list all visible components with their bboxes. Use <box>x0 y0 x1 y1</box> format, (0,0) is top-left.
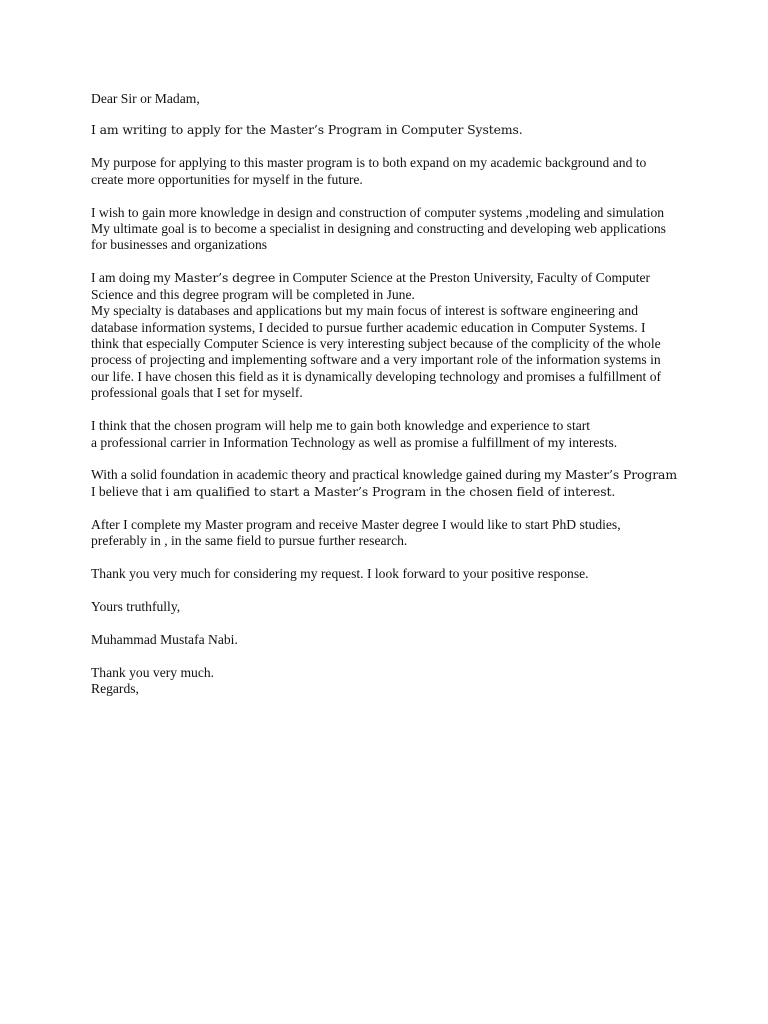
closing <box>91 599 691 615</box>
degree-paragraph <box>91 270 691 401</box>
future-line: After I complete my Master program and receive Master degree I would like to start PhD studies, <box>91 516 621 532</box>
foundation-line-start: With a solid foundation in academic theory and practical knowledge gained during my <box>91 467 565 483</box>
thanks-text: Thank you very much for considering my request. I look forward to your positive response. <box>91 566 589 582</box>
signature-text: Muhammad Mustafa Nabi. <box>91 631 238 647</box>
degree-line: think that especially Computer Science is very interesting subject because of the complicity of the whole <box>91 335 661 351</box>
goals-line: for businesses and organizations <box>91 237 268 253</box>
salutation <box>91 91 691 107</box>
goals-paragraph <box>91 205 691 254</box>
final-block <box>91 665 691 698</box>
regards-text: Regards, <box>91 681 139 697</box>
degree-line: Science and this degree program will be completed in June. <box>91 286 415 302</box>
letter-body <box>91 91 691 698</box>
degree-line: database information systems, I decided to pursue further academic education in Computer Systems. I <box>91 319 646 335</box>
salutation-text: Dear Sir or Madam, <box>91 91 200 106</box>
foundation-line <box>91 484 691 500</box>
degree-line-start: I am doing my <box>91 270 175 286</box>
future-line: preferably in , in the same field to pursue further research. <box>91 533 408 549</box>
degree-line: professional goals that I set for myself. <box>91 385 303 401</box>
purpose-paragraph <box>91 155 691 188</box>
degree-line <box>91 270 691 286</box>
foundation-line-emphasis: Master’s Program <box>564 467 677 483</box>
program-paragraph <box>91 418 691 451</box>
degree-line-emphasis: Master’s degree <box>174 270 276 286</box>
intro-paragraph <box>91 122 691 138</box>
program-line: a professional carrier in Information Technology as well as promise a fulfillment of my interests. <box>91 434 618 450</box>
degree-line-end: in Computer Science at the Preston University, Faculty of Computer <box>275 270 651 286</box>
purpose-line: My purpose for applying to this master program is to both expand on my academic background and to <box>91 155 647 171</box>
final-thanks-text: Thank you very much. <box>91 664 215 680</box>
degree-line: My specialty is databases and applications but my main focus of interest is software engineering and <box>91 303 639 319</box>
closing-text: Yours truthfully, <box>91 598 181 614</box>
foundation-line-start: I believe that <box>91 483 166 499</box>
signature <box>91 632 691 648</box>
foundation-line <box>91 467 691 483</box>
foundation-paragraph <box>91 467 691 500</box>
intro-text: I am writing to apply for the Master’s Program in Computer Systems. <box>91 122 523 138</box>
degree-line: our life. I have chosen this field as it is dynamically developing technology and promises a fulfillment of <box>91 368 662 384</box>
program-line: I think that the chosen program will help me to gain both knowledge and experience to start <box>91 418 591 434</box>
degree-line: process of projecting and implementing software and a very important role of the information systems in <box>91 352 661 368</box>
purpose-line: create more opportunities for myself in the future. <box>91 171 363 187</box>
goals-line: My ultimate goal is to become a specialist in designing and constructing and developing web applications <box>91 221 666 237</box>
future-paragraph <box>91 517 691 550</box>
thanks-paragraph <box>91 566 691 582</box>
goals-line: I wish to gain more knowledge in design and construction of computer systems ,modeling and simulation <box>91 204 665 220</box>
foundation-line-emphasis: i am qualified to start a Master’s Program in the chosen field of interest. <box>165 483 616 499</box>
